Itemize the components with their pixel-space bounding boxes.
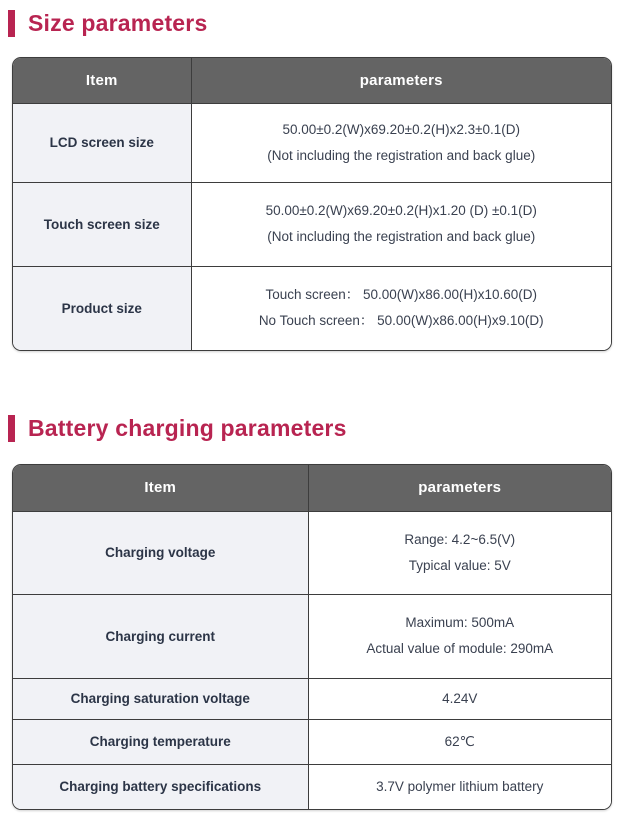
item-cell: Charging saturation voltage xyxy=(13,678,308,719)
item-cell: Charging current xyxy=(13,594,308,678)
parameter-line: (Not including the registration and back glue) xyxy=(267,229,536,244)
heading-accent-bar xyxy=(8,10,15,37)
table-row xyxy=(13,594,611,678)
column-header-item: Item xyxy=(13,58,191,103)
item-cell: Touch screen size xyxy=(13,182,191,266)
parameter-line: Touch screen： 50.00(W)x86.00(H)x10.60(D) xyxy=(265,287,538,303)
parameter-cell xyxy=(191,266,611,350)
item-cell: LCD screen size xyxy=(13,103,191,182)
size-parameters-table xyxy=(12,57,612,351)
item-cell: Charging battery specifications xyxy=(13,764,308,809)
item-cell: Charging voltage xyxy=(13,511,308,594)
parameter-cell xyxy=(191,182,611,266)
parameter-line: 4.24V xyxy=(442,690,478,706)
table-header-row xyxy=(13,58,611,103)
parameter-line: 50.00±0.2(W)x69.20±0.2(H)x2.3±0.1(D) xyxy=(282,121,521,137)
parameter-line: Maximum: 500mA xyxy=(405,615,515,630)
parameter-line: No Touch screen： 50.00(W)x86.00(H)x9.10(D) xyxy=(258,313,544,329)
table-header-row xyxy=(13,465,611,511)
table-row xyxy=(13,764,611,809)
item-cell: Product size xyxy=(13,266,191,350)
column-header-item: Item xyxy=(13,465,308,511)
table-row xyxy=(13,266,611,350)
table-row xyxy=(13,511,611,594)
parameter-cell xyxy=(308,594,611,678)
parameter-line: 62℃ xyxy=(444,733,475,749)
battery-charging-table xyxy=(12,464,612,810)
battery-charging-parameters-section xyxy=(0,415,619,810)
parameter-line: Actual value of module: 290mA xyxy=(366,641,554,656)
parameter-line: 50.00±0.2(W)x69.20±0.2(H)x1.20 (D) ±0.1(D) xyxy=(265,203,537,218)
item-cell: Charging temperature xyxy=(13,719,308,764)
section-title: Battery charging parameters xyxy=(28,415,347,441)
parameter-line: (Not including the registration and back glue) xyxy=(267,147,536,163)
table-row xyxy=(13,678,611,719)
parameter-cell xyxy=(308,719,611,764)
column-header-parameters: parameters xyxy=(308,465,611,511)
parameter-line: Range: 4.2~6.5(V) xyxy=(404,531,516,547)
table-row xyxy=(13,182,611,266)
parameter-cell xyxy=(191,103,611,182)
heading-accent-bar xyxy=(8,415,15,442)
table-row xyxy=(13,103,611,182)
section-title: Size parameters xyxy=(28,10,208,36)
parameter-line: Typical value: 5V xyxy=(408,557,511,573)
column-header-parameters: parameters xyxy=(191,58,611,103)
section-heading xyxy=(8,0,619,37)
parameter-cell xyxy=(308,764,611,809)
size-parameters-section xyxy=(0,0,619,351)
parameter-cell xyxy=(308,678,611,719)
table-row xyxy=(13,719,611,764)
parameter-line: 3.7V polymer lithium battery xyxy=(376,778,544,794)
parameter-cell xyxy=(308,511,611,594)
section-heading xyxy=(8,415,619,442)
